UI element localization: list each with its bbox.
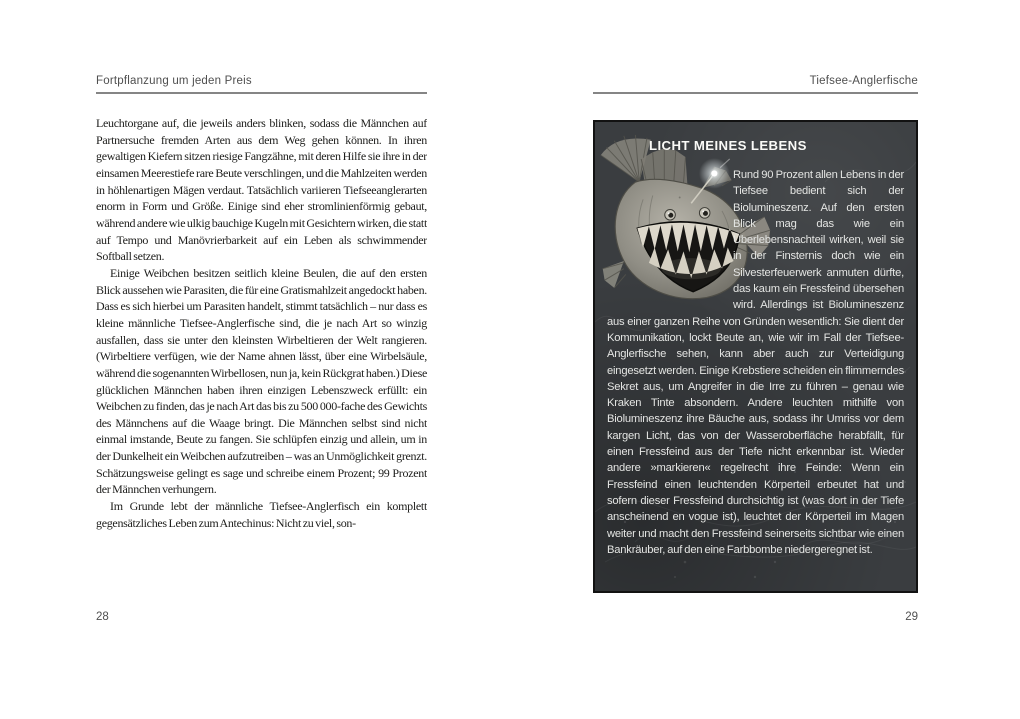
page-number-left: 28	[96, 611, 109, 623]
running-header-left: Fortpflanzung um jeden Preis	[96, 75, 252, 87]
infobox	[593, 120, 918, 593]
page-number-right: 29	[905, 611, 918, 623]
illustration-text-spacer	[607, 167, 727, 299]
infobox-body-text: Rund 90 Prozent allen Lebens in der Tiefsee bedient sich der Biolumineszenz. Auf den ersten Blick mag das wie ein Überlebensnachteil wirken, weil sie in der Finsternis doch wie ein Silvesterfeuerwerk anmuten dürfte, das kaum ein Fressfeind übersehen wird. Allerdings ist Biolumineszenz aus einer ganzen Reihe von Gründen wesentlich: Sie dient der Kommunikation, lockt Beute an, wie wir im Fall der Tiefsee-Anglerfische sehen, kann aber auch zur Verteidigung eingesetzt werden. Einige Krebstiere scheiden ein flimmerndes Sekret aus, um Angreifer in die Irre zu führen – genau wie Kraken Tinte absondern. Andere leuchten mithilfe von Biolumineszenz ihre Bäuche aus, sodass ihr Umriss vor dem kargen Licht, das von der Wasseroberfläche herabfällt, für einen Fressfeind aus der Tiefe nicht erkennbar ist. Wieder andere »markieren« regelrecht ihre Feinde: Wenn ein Fressfeind einen leuchtenden Körperteil erbeutet hat und sofern dieser Fressfeind durchsichtig ist (was dort in der Tiefe anscheinend en vogue ist), leuchtet der Körperteil im Magen weiter und macht den Fressfeind seinerseits sichtbar wie einen Bankräuber, auf den eine Farbbombe niedergeregnet ist.	[607, 169, 904, 556]
paragraph: Im Grunde lebt der männliche Tiefsee-Anglerfisch ein komplett gegensätzliches Leben zum Antechinus: Nicht zu viel, son-	[96, 499, 427, 530]
infobox-title: LICHT MEINES LEBENS	[649, 138, 807, 153]
running-header-right: Tiefsee-Anglerfische	[809, 75, 918, 87]
header-rule-left	[96, 92, 427, 94]
infobox-body	[607, 167, 904, 558]
right-page	[593, 75, 918, 593]
left-page-body	[96, 115, 427, 585]
left-page	[96, 75, 427, 585]
paragraph: Leuchtorgane auf, die jeweils anders blinken, sodass die Männchen auf Partnersuche fremden Arten aus dem Weg gehen können. In ihren gewaltigen Kiefern sitzen riesige Fangzähne, mit deren Hilfe sie ihre in der einsamen Meerestiefe rare Beute verschlingen, und die Mahlzeiten werden in höhlenartigen Mägen verdaut. Tatsächlich variieren Tiefseeanglerarten enorm in Form und Größe. Einige sind eher stromlinienförmig gebaut, während andere wie ulkig bauchige Kugeln mit Gesichtern wirken, die statt auf Tempo und Manövrierbarkeit auf ein Leben als schwimmender Softball setzen.	[96, 116, 427, 264]
paragraph: Einige Weibchen besitzen seitlich kleine Beulen, die auf den ersten Blick aussehen wie Parasiten, die für eine Gratismahlzeit angedockt haben. Dass es sich hierbei um Parasiten handelt, stimmt tatsächlich – nur dass es kleine männliche Tiefsee-Anglerfische sind, die je nach Art so winzig ausfallen, dass sie unter den kleinsten Wirbeltieren der Welt rangieren. (Wirbeltiere verfügen, wie der Name ahnen lässt, über eine Wirbelsäule, während die sogenannten Wirbellosen, nun ja, kein Rückgrat haben.) Diese glücklichen Männchen haben ihren einzigen Lebenszweck erfüllt: ein Weibchen zu finden, das je nach Art das bis zu 500 000-fache des Gewichts des Männchens auf die Waage bringt. Die Männchen selbst sind nicht einmal imstande, Beute zu fangen. Sie schlüpfen einzig und allein, um in der Dunkelheit ein Weibchen aufzutreiben – was an Unmöglichkeit grenzt. Schätzungsweise gelingt es sage und schreibe einem Prozent; 99 Prozent der Männchen verhungern.	[96, 265, 427, 497]
header-rule-right	[593, 92, 918, 94]
